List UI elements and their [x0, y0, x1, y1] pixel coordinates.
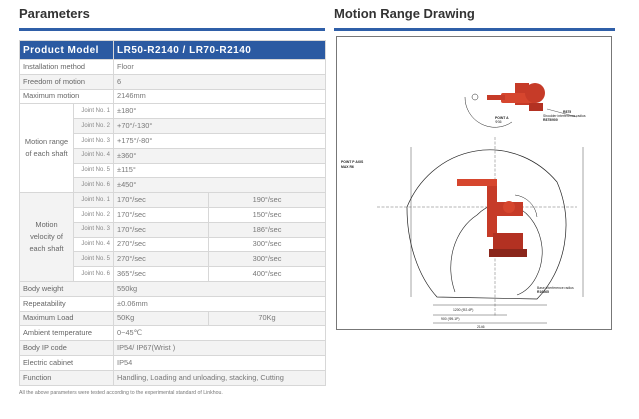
velocity-value-lr50: 170°/sec — [114, 222, 209, 237]
joint-range-value: ±180° — [114, 104, 326, 119]
shoulder-radius-label: Shoulder interference radius — [543, 114, 586, 118]
repeatability-label: Repeatability — [20, 296, 114, 311]
velocity-value-lr50: 170°/sec — [114, 207, 209, 222]
max-load-label: Maximum Load — [20, 311, 114, 326]
velocity-value-lr70: 190°/sec — [209, 193, 326, 208]
max-motion-label: Maximum motion — [20, 89, 114, 104]
table-row — [20, 355, 326, 370]
joint-range-value: +175°/-80° — [114, 133, 326, 148]
ip-code-label: Body IP code — [20, 341, 114, 356]
robot-side-view — [457, 179, 527, 257]
joint-label: Joint No. 5 — [74, 163, 114, 178]
table-row — [20, 326, 326, 341]
r-label: R875 — [563, 110, 572, 114]
robot-top-view — [472, 83, 545, 111]
table-row — [20, 281, 326, 296]
work-envelope-outline — [407, 150, 566, 299]
footnote: All the above parameters were tested according to the experimental standard of Linkhou. — [19, 390, 223, 396]
velocity-value-lr50: 270°/sec — [114, 252, 209, 267]
joint-label: Joint No. 6 — [74, 178, 114, 193]
velocity-value-lr50: 170°/sec — [114, 193, 209, 208]
product-model-value: LR50-R2140 / LR70-R2140 — [114, 41, 326, 60]
joint-range-value: ±115° — [114, 163, 326, 178]
body-weight-label: Body weight — [20, 281, 114, 296]
joint-range-value: ±450° — [114, 178, 326, 193]
motion-range-heading: Motion Range Drawing — [334, 6, 475, 21]
shoulder-value-label: R875/900 — [543, 118, 558, 122]
parameters-heading-underline — [19, 28, 325, 31]
velocity-value-lr50: 270°/sec — [114, 237, 209, 252]
table-row — [20, 370, 326, 385]
table-row — [20, 74, 326, 89]
p-point-label: POINT P AXIS — [341, 160, 364, 164]
dia-label: Φ36 — [495, 120, 502, 124]
table-row — [20, 193, 326, 208]
freedom-value: 6 — [114, 74, 326, 89]
velocity-label: Motion velocity of each shaft — [20, 193, 74, 282]
dim-1-label: 1200 (Φ2.4P) — [453, 308, 474, 312]
table-row — [20, 104, 326, 119]
joint-label: Joint No. 4 — [74, 237, 114, 252]
base-radius-label: Base interference radius — [537, 286, 574, 290]
max-motion-value: 2146mm — [114, 89, 326, 104]
dim-3-label: 2146 — [477, 325, 485, 329]
motion-range-heading-underline — [334, 28, 615, 31]
velocity-value-lr70: 150°/sec — [209, 207, 326, 222]
velocity-value-lr70: 300°/sec — [209, 237, 326, 252]
table-row — [20, 60, 326, 75]
joint-label: Joint No. 3 — [74, 222, 114, 237]
joint-label: Joint No. 6 — [74, 267, 114, 282]
table-row — [20, 341, 326, 356]
parameters-heading: Parameters — [19, 6, 90, 21]
joint-label: Joint No. 1 — [74, 193, 114, 208]
repeatability-value: ±0.06mm — [114, 296, 326, 311]
ambient-label: Ambient temperature — [20, 326, 114, 341]
max-load-value-lr70: 70Kg — [209, 311, 326, 326]
joint-label: Joint No. 2 — [74, 119, 114, 134]
velocity-value-lr70: 186°/sec — [209, 222, 326, 237]
installation-value: Floor — [114, 60, 326, 75]
joint-label: Joint No. 3 — [74, 133, 114, 148]
joint-range-value: ±360° — [114, 148, 326, 163]
motion-range-svg — [337, 37, 611, 329]
cabinet-label: Electric cabinet — [20, 355, 114, 370]
installation-label: Installation method — [20, 60, 114, 75]
base-value-label: R16265 — [537, 290, 549, 294]
joint-label: Joint No. 4 — [74, 148, 114, 163]
joint-range-value: +70°/-130° — [114, 119, 326, 134]
velocity-value-lr70: 400°/sec — [209, 267, 326, 282]
ambient-value: 0~45℃ — [114, 326, 326, 341]
joint-label: Joint No. 5 — [74, 252, 114, 267]
point-a-label: POINT A — [495, 116, 509, 120]
dim-2-label: 900 (Φ5.1P) — [441, 317, 460, 321]
joint-label: Joint No. 2 — [74, 207, 114, 222]
table-header-row — [20, 41, 326, 60]
max-load-value-lr50: 50Kg — [114, 311, 209, 326]
motion-range-drawing — [336, 36, 612, 330]
freedom-label: Freedom of motion — [20, 74, 114, 89]
table-row — [20, 296, 326, 311]
cabinet-value: IP54 — [114, 355, 326, 370]
parameters-table — [19, 40, 326, 386]
body-weight-value: 550kg — [114, 281, 326, 296]
velocity-value-lr70: 300°/sec — [209, 252, 326, 267]
motion-range-label: Motion range of each shaft — [20, 104, 74, 193]
product-model-label: Product Model — [20, 41, 114, 60]
function-label: Function — [20, 370, 114, 385]
max-reach-label: MAX R6 — [341, 165, 354, 169]
ip-code-value: IP54/ IP67(Wrist ) — [114, 341, 326, 356]
function-value: Handling, Loading and unloading, stacking, Cutting — [114, 370, 326, 385]
joint-label: Joint No. 1 — [74, 104, 114, 119]
table-row — [20, 311, 326, 326]
table-row — [20, 89, 326, 104]
velocity-value-lr50: 365°/sec — [114, 267, 209, 282]
